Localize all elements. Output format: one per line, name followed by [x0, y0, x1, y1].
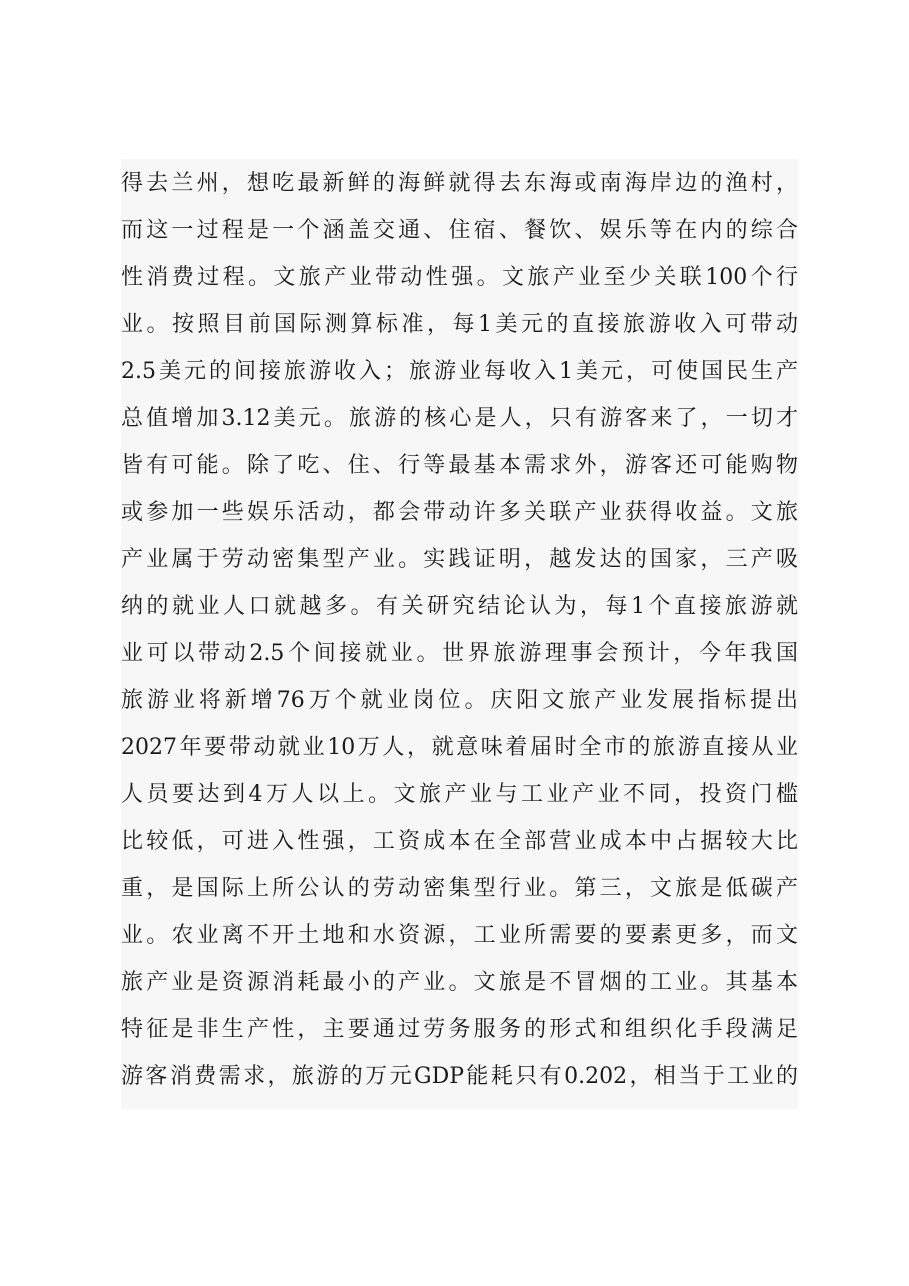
text-line: 性消费过程。文旅产业带动性强。文旅产业至少关联100个行	[121, 265, 798, 290]
text-line: 比较低，可进入性强，工资成本在全部营业成本中占据较大比	[121, 829, 798, 854]
text-line: 旅产业是资源消耗最小的产业。文旅是不冒烟的工业。其基本	[121, 970, 798, 995]
text-line: 产业属于劳动密集型产业。实践证明，越发达的国家，三产吸	[121, 547, 798, 572]
text-line: 总值增加3.12美元。旅游的核心是人，只有游客来了，一切才	[121, 406, 798, 431]
text-line: 得去兰州，想吃最新鲜的海鲜就得去东海或南海岸边的渔村，	[121, 171, 798, 196]
text-line: 而这一过程是一个涵盖交通、住宿、餐饮、娱乐等在内的综合	[121, 218, 798, 243]
text-line: 游客消费需求，旅游的万元GDP能耗只有0.202，相当于工业的	[121, 1064, 798, 1089]
text-line: 重，是国际上所公认的劳动密集型行业。第三，文旅是低碳产	[121, 876, 798, 901]
text-line: 业。按照目前国际测算标准，每1美元的直接旅游收入可带动	[121, 312, 798, 337]
text-line: 或参加一些娱乐活动，都会带动许多关联产业获得收益。文旅	[121, 500, 798, 525]
text-line: 2.5美元的间接旅游收入；旅游业每收入1美元，可使国民生产	[121, 359, 798, 384]
text-line: 业。农业离不开土地和水资源，工业所需要的要素更多，而文	[121, 923, 798, 948]
text-line: 特征是非生产性，主要通过劳务服务的形式和组织化手段满足	[121, 1017, 798, 1042]
text-line: 皆有可能。除了吃、住、行等最基本需求外，游客还可能购物	[121, 453, 798, 478]
text-line: 纳的就业人口就越多。有关研究结论认为，每1个直接旅游就	[121, 594, 798, 619]
text-line: 业可以带动2.5个间接就业。世界旅游理事会预计，今年我国	[121, 641, 798, 666]
text-line: 2027年要带动就业10万人，就意味着届时全市的旅游直接从业	[121, 735, 798, 760]
body-text-block	[121, 159, 798, 1109]
text-line: 旅游业将新增76万个就业岗位。庆阳文旅产业发展指标提出	[121, 688, 798, 713]
text-line: 人员要达到4万人以上。文旅产业与工业产业不同，投资门槛	[121, 782, 798, 807]
